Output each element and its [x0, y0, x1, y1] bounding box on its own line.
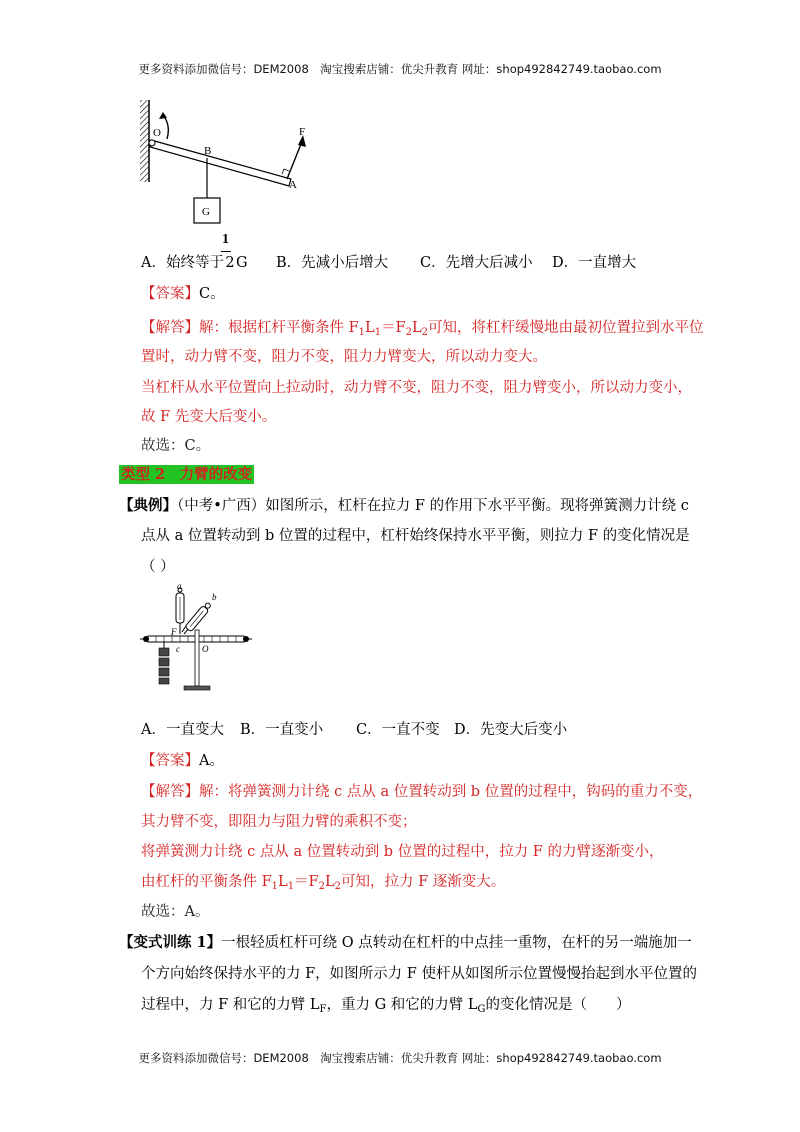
q1-solution-line-3: 当杠杆从水平位置向上拉动时，动力臂不变，阻力不变，阻力臂变小，所以动力变小， — [141, 380, 692, 396]
label-O: O — [202, 644, 209, 654]
subscript: 2 — [318, 881, 325, 892]
right-end-knob — [243, 636, 249, 642]
fraction-denominator: 2 — [225, 255, 235, 271]
label-F: F — [299, 126, 306, 138]
label-a: a — [177, 582, 182, 591]
solution-tag: 【解答】 — [141, 320, 199, 336]
training-tag: 【变式训练 1】 — [119, 934, 222, 951]
example-tag: 【典例】 — [119, 497, 177, 514]
training-line-3 — [141, 995, 631, 1020]
q2-answer — [141, 751, 224, 771]
lever-spring-scale-figure — [140, 582, 252, 694]
subscript: 1 — [271, 881, 279, 892]
example-line-2: 点从 a 位置转动到 b 位置的过程中，杠杆始终保持水平平衡，则拉力 F 的变化情况是 — [141, 528, 690, 544]
sol-text: 可知，将杠杆缓慢地由最初位置拉到水平位 — [428, 320, 704, 336]
label-F: F — [171, 627, 177, 637]
label-b: b — [212, 592, 217, 602]
training-text: ，重力 G 和它的力臂 L — [326, 997, 478, 1013]
subscript: 2 — [421, 327, 429, 338]
subscript: 1 — [358, 327, 366, 338]
answer-value: C。 — [199, 286, 225, 302]
q2-solution-line-1 — [141, 782, 702, 802]
q1-solution-line-1 — [141, 318, 704, 343]
page-footer: 更多资料添加微信号：DEM2008 淘宝搜索店铺：优尖升教育 网址：shop492842749.taobao.com — [138, 1051, 662, 1065]
option-d: D．先变大后变小 — [454, 722, 568, 738]
training-text: 的变化情况是（ ） — [485, 997, 631, 1013]
sol-text: 由杠杆的平衡条件 F — [141, 874, 272, 890]
sol-text: L — [325, 874, 335, 890]
lever-bar — [150, 140, 291, 186]
answer-tag: 【答案】 — [141, 286, 199, 302]
q2-solution-line-4 — [141, 872, 505, 897]
type-heading — [119, 465, 254, 485]
pivot-point — [149, 140, 155, 146]
subscript: 1 — [287, 881, 295, 892]
option-b: B．先减小后增大 — [275, 255, 389, 271]
option-c: C．先增大后减小 — [419, 255, 533, 271]
sol-text: ＝F — [294, 874, 319, 890]
subscript: 1 — [374, 327, 382, 338]
example-line-1 — [119, 496, 689, 516]
q2-choice: 故选：A。 — [141, 904, 210, 920]
sol-text: 解：将弹簧测力计绕 c 点从 a 位置转动到 b 位置的过程中，钩码的重力不变， — [199, 784, 703, 800]
training-line-2: 个方向始终保持水平的力 F，如图所示力 F 使杆从如图所示位置慢慢抬起到水平位置的 — [141, 966, 697, 982]
rotation-arrow — [163, 115, 168, 139]
label-c: c — [176, 644, 180, 654]
option-a: A．一直变大 — [141, 722, 224, 738]
label-G: G — [202, 206, 210, 218]
example-line-3: （ ） — [141, 559, 175, 575]
option-a-prefix: A．始终等于 — [141, 255, 224, 271]
wall — [140, 100, 149, 182]
q2-solution-line-3: 将弹簧测力计绕 c 点从 a 位置转动到 b 位置的过程中，拉力 F 的力臂逐渐变小， — [141, 844, 664, 860]
type-label: 类型 2 力臂的改变 — [121, 466, 253, 483]
training-text: 一根轻质杠杆可绕 O 点转动在杠杆的中点挂一重物，在杆的另一端施加一 — [221, 935, 692, 951]
option-d: D．一直增大 — [551, 255, 637, 271]
sol-text: L — [278, 874, 288, 890]
subscript: 2 — [334, 881, 342, 892]
answer-tag: 【答案】 — [141, 753, 199, 769]
q1-options — [141, 253, 636, 273]
sol-text: 解：根据杠杆平衡条件 F — [199, 320, 359, 336]
stand-base — [184, 686, 210, 690]
stand-post — [195, 630, 199, 686]
subscript: F — [319, 1004, 327, 1015]
left-end-knob — [143, 636, 149, 642]
option-c: C．一直不变 — [356, 722, 440, 738]
q1-solution-line-2: 置时，动力臂不变，阻力不变，阻力力臂变大，所以动力变大。 — [141, 349, 547, 365]
sol-text: L — [365, 320, 375, 336]
label-A: A — [289, 179, 297, 191]
sol-text: L — [412, 320, 422, 336]
training-text: 过程中，力 F 和它的力臂 L — [141, 997, 320, 1013]
q1-choice: 故选：C。 — [141, 438, 211, 454]
subscript: G — [477, 1004, 486, 1015]
sol-text: 可知，拉力 F 逐渐变大。 — [341, 874, 506, 890]
sol-text: ＝F — [381, 320, 406, 336]
option-a-suffix: G — [235, 255, 248, 271]
example-text: （中考•广西）如图所示，杠杆在拉力 F 的作用下水平平衡。现将弹簧测力计绕 c — [177, 498, 689, 514]
label-B: B — [204, 145, 212, 157]
lever-wall-figure — [135, 95, 315, 230]
q2-options — [141, 720, 567, 740]
subscript: 2 — [405, 327, 412, 338]
option-b: B．一直变小 — [240, 722, 324, 738]
solution-tag: 【解答】 — [141, 784, 199, 800]
q2-solution-line-2: 其力臂不变，即阻力与阻力臂的乘积不变； — [141, 814, 417, 830]
label-O: O — [153, 127, 161, 139]
q1-answer — [141, 284, 225, 304]
training-line-1 — [119, 933, 692, 953]
fraction-numerator: 1 — [222, 232, 229, 247]
hanging-weights — [159, 648, 169, 684]
fraction-bar — [221, 251, 231, 252]
answer-value: A。 — [199, 753, 224, 769]
page-header: 更多资料添加微信号：DEM2008 淘宝搜索店铺：优尖升教育 网址：shop492842749.taobao.com — [138, 62, 662, 76]
q1-solution-line-4: 故 F 先变大后变小。 — [141, 409, 277, 425]
